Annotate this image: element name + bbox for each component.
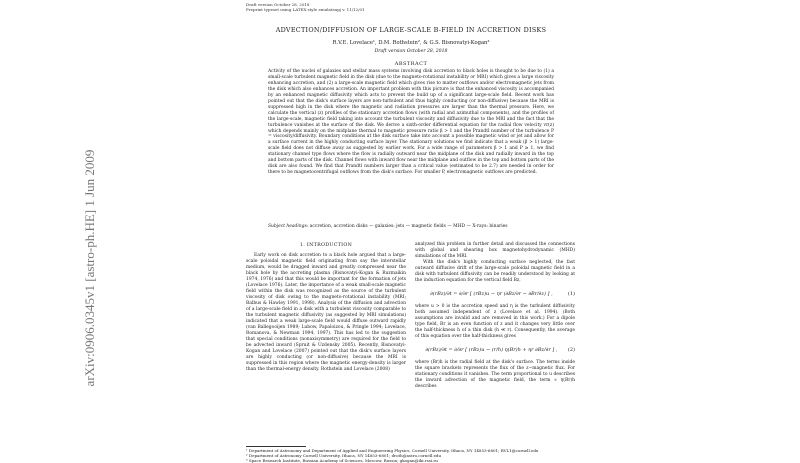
draft-date: Draft version October 28, 2018	[374, 49, 448, 54]
equation-1-number: (1)	[567, 291, 575, 298]
equation-1-body: ∂(rBz)/∂t = ∂/∂r [ (rBz)u − ηr (∂Bz/∂r − ∂Br/∂z) ] ,	[430, 291, 553, 298]
paper-title: ADVECTION/DIFFUSION OF LARGE-SCALE B-FIELD IN ACCRETION DISKS	[275, 26, 547, 34]
preprint-line: Preprint typeset using LATEX style emulateapj v. 11/12/01	[246, 7, 365, 12]
footnote-1: ¹ Department of Astronomy and Department of Applied and Engineering Physics, Cornell University, Ithaca, NY 14853-6801; RVL1@cornell.edu	[246, 448, 539, 453]
subject-headings-text: accretion, accretion disks — galaxies: jets — magnetic fields — MHD — X-rays: binaries	[309, 224, 508, 229]
right-paragraph-4: where (Br)h is the radial field at the disk's surface. The terms inside the square brackets represents the flux of the z−magnetic flux. For stationary conditions it vanishes. The term proportional to u describes the inward advection of the magnetic field, the term ∝ η(Br)h describes	[415, 360, 575, 390]
section-heading: 1. INTRODUCTION	[299, 243, 353, 248]
right-column	[415, 242, 575, 390]
equation-2-number: (2)	[567, 347, 575, 354]
right-paragraph-2: With the disk's highly conducting surface neglected, the fast outward diffusive drift of the large-scale poloidal magnetic field in a disk with turbulent diffusivity can be readily understood by looking at the induction equation for the vertical field Bz,	[415, 260, 575, 284]
footnote-rule	[246, 446, 306, 447]
footnotes	[246, 448, 576, 463]
subject-headings-label: Subject headings:	[268, 224, 309, 229]
header-block	[246, 2, 365, 12]
abstract-text: Activity of the nuclei of galaxies and stellar mass systems involving disk accretion to black holes is thought to be due to (1) a small-scale turbulent magnetic field in the disk (due to the magneto-rotational instability or MRI) which gives a large viscosity enhancing accretion, and (2) a large-scale magnetic field which gives rise to matter outflows and/or electromagnetic jets from the disk which also enhances accretion. An important problem with this picture is that the enhanced viscosity is accompanied by an enhanced magnetic diffusivity which acts to prevent the build up of a significant large-scale field. Recent work has pointed out that the disk's surface layers are non-turbulent and thus highly conducting (or non-diffusive) because the MRI is suppressed high in the disk where the magnetic and radiation pressures are larger than the thermal pressure. Here, we calculate the vertical (z) profiles of the stationary accretion flows (with radial and azimuthal components), and the profiles of the large-scale, magnetic field taking into account the turbulent viscosity and diffusivity due to the MRI and the fact that the turbulence vanishes at the surface of the disk. We derive a sixth-order differential equation for the radial flow velocity vr(z) which depends mainly on the midplane thermal to magnetic pressure ratio β > 1 and the Prandtl number of the turbulence P = viscosity/diffusivity. Boundary conditions at the disk surface take into account a possible magnetic wind or jet and allow for a surface current in the highly conducting surface layer. The stationary solutions we find indicate that a weak (β > 1) large-scale field does not diffuse away as suggested by earlier work. For a wide range of parameters β > 1 and P ≥ 1, we find stationary channel type flows where the flow is radially outward near the midplane of the disk and radially inward in the top and bottom parts of the disk. Channel flows with inward flow near the midplane and outflow in the top and bottom parts of the disk are also found. We find that Prandtl numbers larger than a critical value (estimated to be 2.7) are needed in order for there to be magnetocentrifugal outflows from the disk's surface. For smaller P, electromagnetic outflows are predicted.	[268, 69, 554, 176]
intro-paragraph: Early work on disk accretion to a black hole argued that a large-scale poloidal magnetic field originating from say the interstellar medium, would be dragged inward and greatly compressed near the black hole by the accreting plasma (Bisnovatyi-Kogan & Ruzmaikin 1974, 1976) and that this would be important for the formation of jets (Lovelace 1976). Later, the importance of a weak small-scale magnetic field within the disk was recognized as the source of the turbulent viscosity of disk owing to the magneto-rotational instability (MRI; Balbus & Hawley 1991, 1998). Analysis of the diffusion and advection of a large-scale field in a disk with a turbulent viscosity comparable to the turbulent magnetic diffusivity (as suggested by MRI simulations) indicated that a weak large-scale field would diffuse outward rapidly (van Ballegooijen 1989; Lubow, Papaloizou, & Pringle 1994; Lovelace, Romanova, & Newman 1994, 1997). This has led to the suggestion that special conditions (nonaxisymmetry) are required for the field to be advected inward (Spruit & Uzdensky 2005). Recently, Bisnovatyi-Kogan and Lovelace (2007) pointed out that the disk's surface layers are highly conducting (or non-diffusive) because the MRI is suppressed in this region where the magnetic energy-density is larger than the thermal-energy density. Rothstein and Lovelace (2008)	[246, 253, 406, 373]
authors: R.V.E. Lovelace¹, D.M. Rothstein², & G.S. Bisnovatyi-Kogan³	[332, 40, 490, 46]
right-paragraph-1: analyzed this problem in further detail and discussed the connections with global and shearing box magnetohydrodynamic (MHD) simulations of the MRI.	[415, 242, 575, 260]
abstract-heading: ABSTRACT	[394, 61, 428, 67]
footnote-2: ² Department of Astronomy Cornell University, Ithaca, NY 14853-6801; droth@astro.cornell.edu	[246, 453, 442, 458]
draft-line: Draft version October 28, 2018	[246, 2, 310, 7]
right-paragraph-3: where u > 0 is the accretion speed and η is the turbulent diffusivity both assumed independent of z (Lovelace et al. 1994). (Both assumptions are invalid and are removed in this work.) For a dipole type field, Br is an even function of z and it changes very little over the half-thickness h of a thin disk (h ≪ r). Consequently, the average of this equation over the half-thickness gives	[415, 304, 575, 340]
equation-2	[415, 340, 575, 360]
footnote-3: ³ Space Research Institute, Russian Academy of Sciences, Moscow, Russia; gkogan@iki.rssi.ru	[246, 458, 438, 463]
equation-1	[415, 284, 575, 304]
arxiv-stamp: arXiv:0906.0345v1 [astro-ph.HE] 1 Jun 2009	[82, 149, 97, 387]
left-column	[246, 253, 406, 373]
equation-2-body: ∂(rBz)/∂t = ∂/∂r [ (rBz)u − (r/h) η(Br)h + ηr ∂Bz/∂r ] ,	[425, 347, 558, 354]
subject-headings	[268, 224, 554, 230]
